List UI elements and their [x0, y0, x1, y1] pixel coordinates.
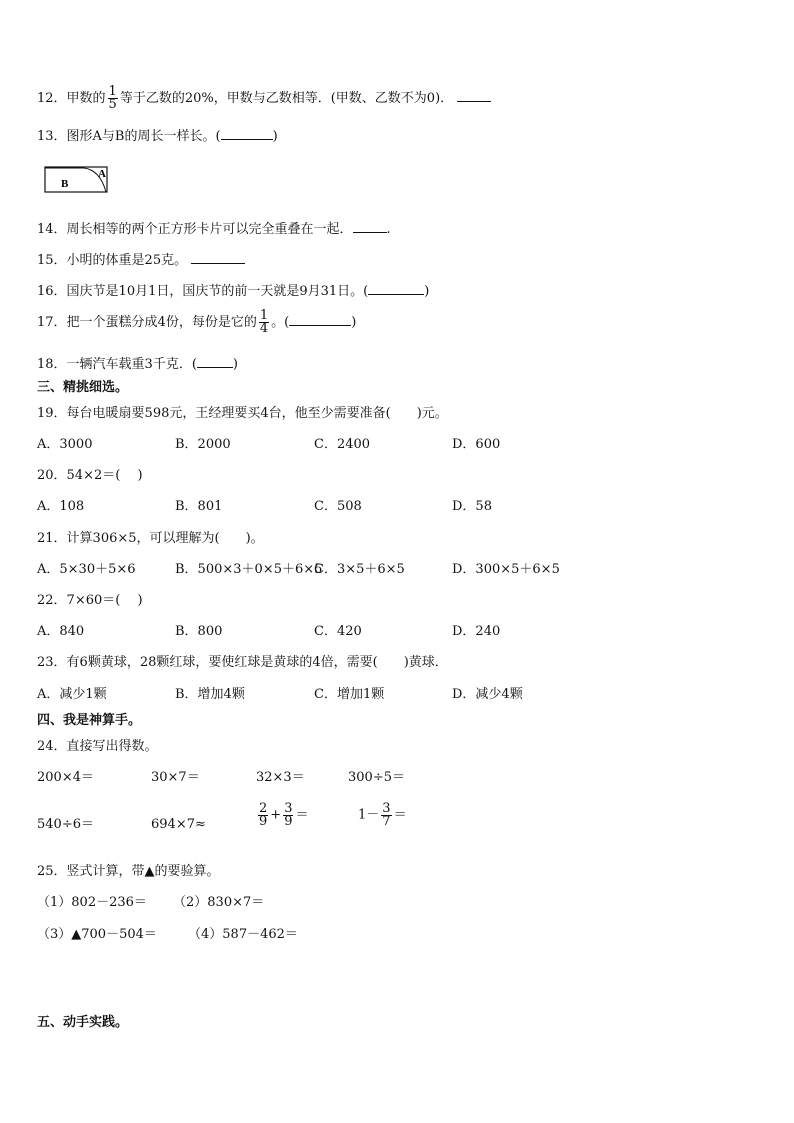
question-13: 13．图形A与B的周长一样长。( ) [37, 129, 278, 144]
q22-option-b[interactable]: B．800 [175, 624, 223, 639]
question-19: 19．每台电暖扇要598元，王经理要买4台，他至少需要准备( )元。 [37, 406, 448, 421]
calc-item-fraction-diff: 1－ $\frac{3}{7}$ ＝ [358, 801, 407, 829]
fraction-one-fifth: $\frac{1}{5}$ [108, 84, 117, 112]
section-5-heading: 五、动手实践。 [37, 1015, 129, 1030]
q19-option-a[interactable]: A．3000 [37, 437, 93, 452]
question-20: 20．54×2＝( ) [37, 468, 143, 483]
question-12: 12．甲数的 $\frac{1}{5}$ 等于乙数的20%，甲数与乙数相等．(甲数、乙数不为0)． [37, 86, 491, 111]
q23-option-b[interactable]: B．增加4颗 [175, 687, 245, 702]
vertical-calc-item: （4）587－462＝ [188, 927, 298, 942]
calc-item: 300÷5＝ [348, 770, 405, 785]
question-17: 17．把一个蛋糕分成4份，每份是它的 $\frac{1}{4}$ 。( ) [37, 308, 357, 336]
calc-item: 200×4＝ [37, 770, 94, 785]
figure-curve [45, 168, 106, 192]
q20-option-d[interactable]: D．58 [452, 499, 492, 514]
fraction-one-quarter: $\frac{1}{4}$ [259, 308, 269, 336]
q20-option-c[interactable]: C．508 [314, 499, 362, 514]
answer-blank[interactable] [457, 89, 491, 102]
calc-item: 30×7＝ [151, 770, 200, 785]
q23-option-a[interactable]: A．减少1颗 [37, 687, 107, 702]
question-18: 18．一辆汽车载重3千克．( ) [37, 357, 238, 372]
answer-blank[interactable] [191, 251, 245, 264]
q19-option-b[interactable]: B．2000 [175, 437, 231, 452]
answer-blank[interactable] [368, 282, 424, 295]
q20-option-a[interactable]: A．108 [37, 499, 85, 514]
calc-item-fraction-sum: $\frac{2}{9}$ + $\frac{3}{9}$ ＝ [259, 801, 309, 829]
q22-option-a[interactable]: A．840 [37, 624, 85, 639]
section-4-heading: 四、我是神算手。 [37, 713, 142, 728]
calc-item: 540÷6＝ [37, 817, 94, 832]
answer-blank[interactable] [197, 355, 233, 368]
question-15: 15．小明的体重是25克。 [37, 251, 245, 269]
question-24: 24．直接写出得数。 [37, 739, 158, 754]
question-23: 23．有6颗黄球，28颗红球，要使红球是黄球的4倍，需要( )黄球． [37, 655, 448, 670]
calc-item: 694×7≈ [151, 817, 206, 832]
answer-blank[interactable] [221, 127, 273, 140]
q19-option-c[interactable]: C．2400 [314, 437, 371, 452]
q22-option-c[interactable]: C．420 [314, 624, 362, 639]
q23-option-d[interactable]: D．减少4颗 [452, 687, 523, 702]
vertical-calc-item: （3）▲700－504＝ [37, 927, 157, 942]
q21-option-c[interactable]: C．3×5＋6×5 [314, 562, 405, 577]
figure-a-b [44, 166, 108, 194]
question-21: 21．计算306×5，可以理解为( )。 [37, 531, 264, 546]
q23-option-c[interactable]: C．增加1颗 [314, 687, 385, 702]
answer-blank[interactable] [289, 313, 351, 326]
q21-option-a[interactable]: A．5×30＋5×6 [37, 562, 136, 577]
question-22: 22．7×60＝( ) [37, 593, 143, 608]
q21-option-b[interactable]: B．500×3＋0×5＋6×5 [175, 562, 323, 577]
question-16: 16．国庆节是10月1日，国庆节的前一天就是9月31日。( ) [37, 284, 430, 299]
vertical-calc-item: （1）802－236＝ [37, 895, 147, 910]
figure-label-a: A [98, 168, 106, 180]
question-25: 25．竖式计算，带▲的要验算。 [37, 864, 220, 879]
q22-option-d[interactable]: D．240 [452, 624, 501, 639]
q19-option-d[interactable]: D．600 [452, 437, 501, 452]
figure-label-b: B [61, 178, 69, 190]
question-14: 14．周长相等的两个正方形卡片可以完全重叠在一起． . [37, 222, 391, 237]
vertical-calc-item: （2）830×7＝ [173, 895, 265, 910]
q21-option-d[interactable]: D．300×5＋6×5 [452, 562, 560, 577]
calc-item: 32×3＝ [256, 770, 305, 785]
answer-blank[interactable] [353, 220, 387, 233]
section-3-heading: 三、精挑细选。 [37, 380, 129, 395]
q20-option-b[interactable]: B．801 [175, 499, 223, 514]
